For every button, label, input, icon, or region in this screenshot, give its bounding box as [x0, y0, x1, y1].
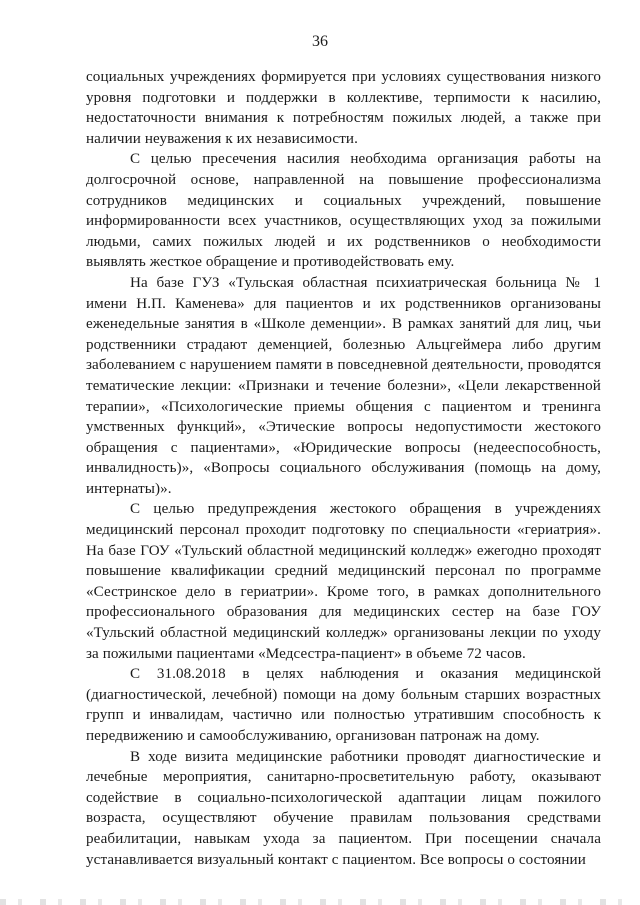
paragraph-geriatrics-training: С целью предупреждения жестокого обращения в учреждениях медицинский персонал проходит подготовку по специальности «гериатрия». На базе ГОУ «Тульский областной медицинский колледж» ежегодно проходят повышение квалификации средний медицинский персонал по программе «Сестринское дело в гериатрии». Кроме того, в рамках дополнительного профессионального образования для медицинских сестер на базе ГОУ «Тульский областной медицинский колледж» организованы лекции по уходу за пожилыми пациентами «Медсестра-пациент» в объеме 72 часов. — [86, 501, 601, 662]
paragraph-continuation: социальных учреждениях формируется при условиях существования низкого уровня подготовки и поддержки в коллективе, терпимости к насилию, недостаточности внимания к потребностям пожилых людей, а также при наличии неуважения к их независимости. — [86, 69, 601, 147]
paragraph-home-patronage: С 31.08.2018 в целях наблюдения и оказания медицинской (диагностической, лечебной) помощи на дому больным старших возрастных групп и инвалидам, частично или полностью утратившим способность к передвижению и самообслуживанию, организован патронаж на дому. — [86, 666, 601, 744]
scan-edge-artifact — [0, 899, 640, 905]
paragraph-dementia-school: На базе ГУЗ «Тульская областная психиатрическая больница № 1 имени Н.П. Каменева» для пациентов и их родственников организованы еженедельные занятия в «Школе деменции». В рамках занятий для лиц, чьи родственники страдают деменцией, болезнью Альцгеймера либо другим заболеванием с нарушением памяти в повседневной деятельности, проводятся тематические лекции: «Признаки и течение болезни», «Цели лекарственной терапии», «Психологические приемы общения с пациентом и тренинга умственных функций», «Этические вопросы недопустимости жестокого обращения с пациентами», «Юридические вопросы (недееспособность, инвалидность)», «Вопросы социального обслуживания (помощь на дому, интернаты)». — [86, 274, 601, 497]
page-number: 36 — [312, 33, 328, 50]
paragraph-home-visit: В ходе визита медицинские работники проводят диагностические и лечебные мероприятия, санитарно-просветительную работу, оказывают содействие в социально-психологической адаптации лицам пожилого возраста, осуществляют обучение правилам пользования средствами реабилитации, навыкам ухода за пациентом. При посещении сначала устанавливается визуальный контакт с пациентом. Все вопросы о состоянии — [86, 748, 601, 868]
document-body — [86, 67, 601, 870]
paragraph-violence-prevention: С целью пресечения насилия необходима организация работы на долгосрочной основе, направленной на повышение профессионализма сотрудников медицинских и социальных учреждений, повышение информированности всех участников, осуществляющих уход за пожилыми людьми, самих пожилых людей и их родственников о необходимости выявлять жесткое обращение и противодействовать ему. — [86, 151, 601, 271]
